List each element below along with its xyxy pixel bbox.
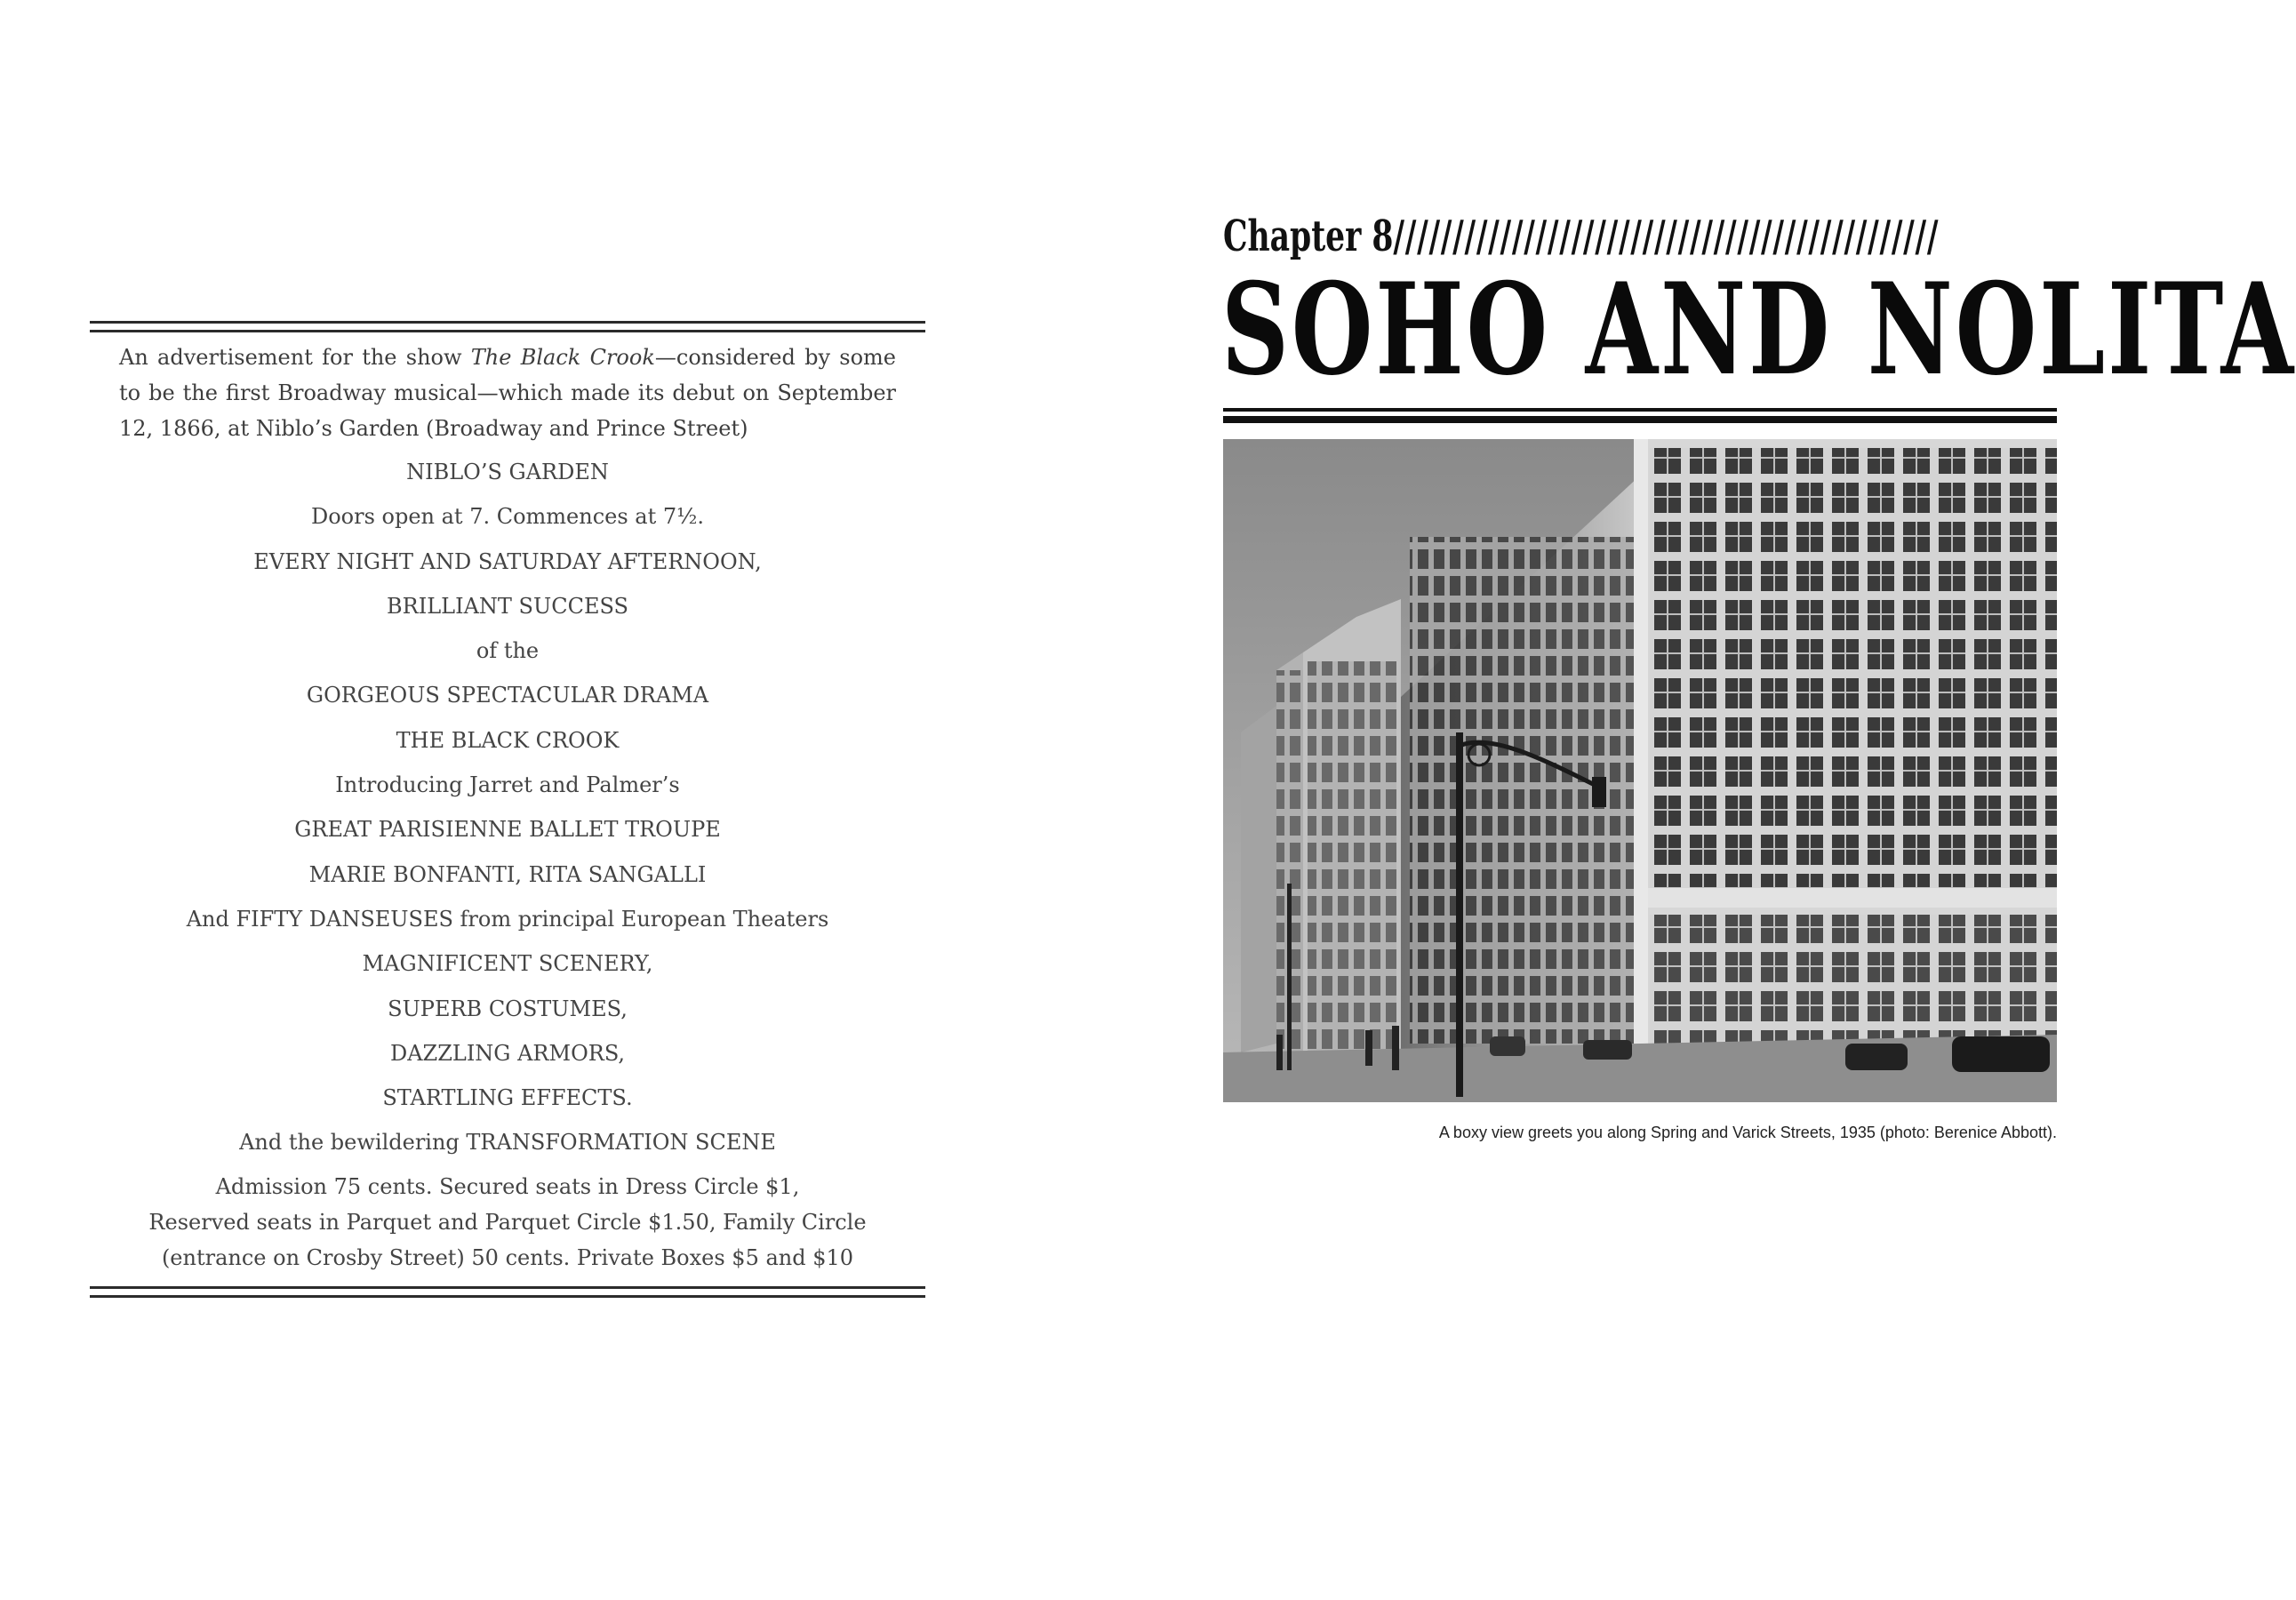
- title-rule: [1223, 408, 2057, 423]
- chapter-heading: [1223, 210, 1940, 263]
- ad-line: STARTLING EFFECTS.: [382, 1085, 633, 1111]
- chapter-label: Chapter 8: [1223, 212, 1394, 261]
- ad-line: MARIE BONFANTI, RITA SANGALLI: [308, 861, 707, 887]
- ad-line: GREAT PARISIENNE BALLET TROUPE: [294, 817, 721, 843]
- ad-admission-line: (entrance on Crosby Street) 50 cents. Private Boxes $5 and $10: [161, 1245, 854, 1270]
- ad-intro-before: An advertisement for the show: [119, 345, 471, 370]
- ad-admission-line: Admission 75 cents. Secured seats in Dress Circle $1,: [215, 1174, 800, 1199]
- chapter-title: SOHO AND NOLITA: [1221, 256, 2296, 404]
- photo-caption: A boxy view greets you along Spring and Varick Streets, 1935 (photo: Berenice Abbott).: [1438, 1124, 2057, 1141]
- ad-line: NIBLO’S GARDEN: [406, 460, 609, 484]
- ad-line: DAZZLING ARMORS,: [389, 1040, 626, 1066]
- ad-line: GORGEOUS SPECTACULAR DRAMA: [306, 683, 709, 708]
- ad-line: of the: [476, 638, 540, 664]
- ad-intro-paragraph: [119, 340, 896, 446]
- ad-intro-show-title: The Black Crook: [470, 345, 655, 370]
- chapter-slashes: //////////////////////////////////////////////: [1393, 212, 1940, 261]
- ad-line: SUPERB COSTUMES,: [388, 996, 628, 1021]
- ad-line: BRILLIANT SUCCESS: [387, 593, 628, 619]
- street-photo-illustration: [1223, 439, 2057, 1102]
- ad-line: EVERY NIGHT AND SATURDAY AFTERNOON,: [253, 548, 762, 574]
- ad-intro-after: —considered by some to be the first Broadway musical—which made its debut on September 12, 1866, at Niblo’s Garden (Broadway and Prince Street): [119, 345, 896, 441]
- advertisement-lines: [90, 454, 925, 1170]
- ad-bottom-rule: [90, 1286, 925, 1298]
- ad-line: THE BLACK CROOK: [396, 727, 620, 753]
- ad-line: MAGNIFICENT SCENERY,: [362, 951, 653, 977]
- street-photo: [1223, 439, 2057, 1102]
- ad-line: Introducing Jarret and Palmer’s: [335, 772, 680, 798]
- ad-line: And the bewildering TRANSFORMATION SCENE: [239, 1130, 776, 1156]
- ad-top-rule: [90, 321, 925, 332]
- ad-line: And FIFTY DANSEUSES from principal European Theaters: [186, 906, 829, 932]
- ad-line: Doors open at 7. Commences at 7½.: [310, 504, 705, 530]
- ad-admission-block: [90, 1169, 925, 1276]
- ad-admission-line: Reserved seats in Parquet and Parquet Circle $1.50, Family Circle: [148, 1210, 867, 1235]
